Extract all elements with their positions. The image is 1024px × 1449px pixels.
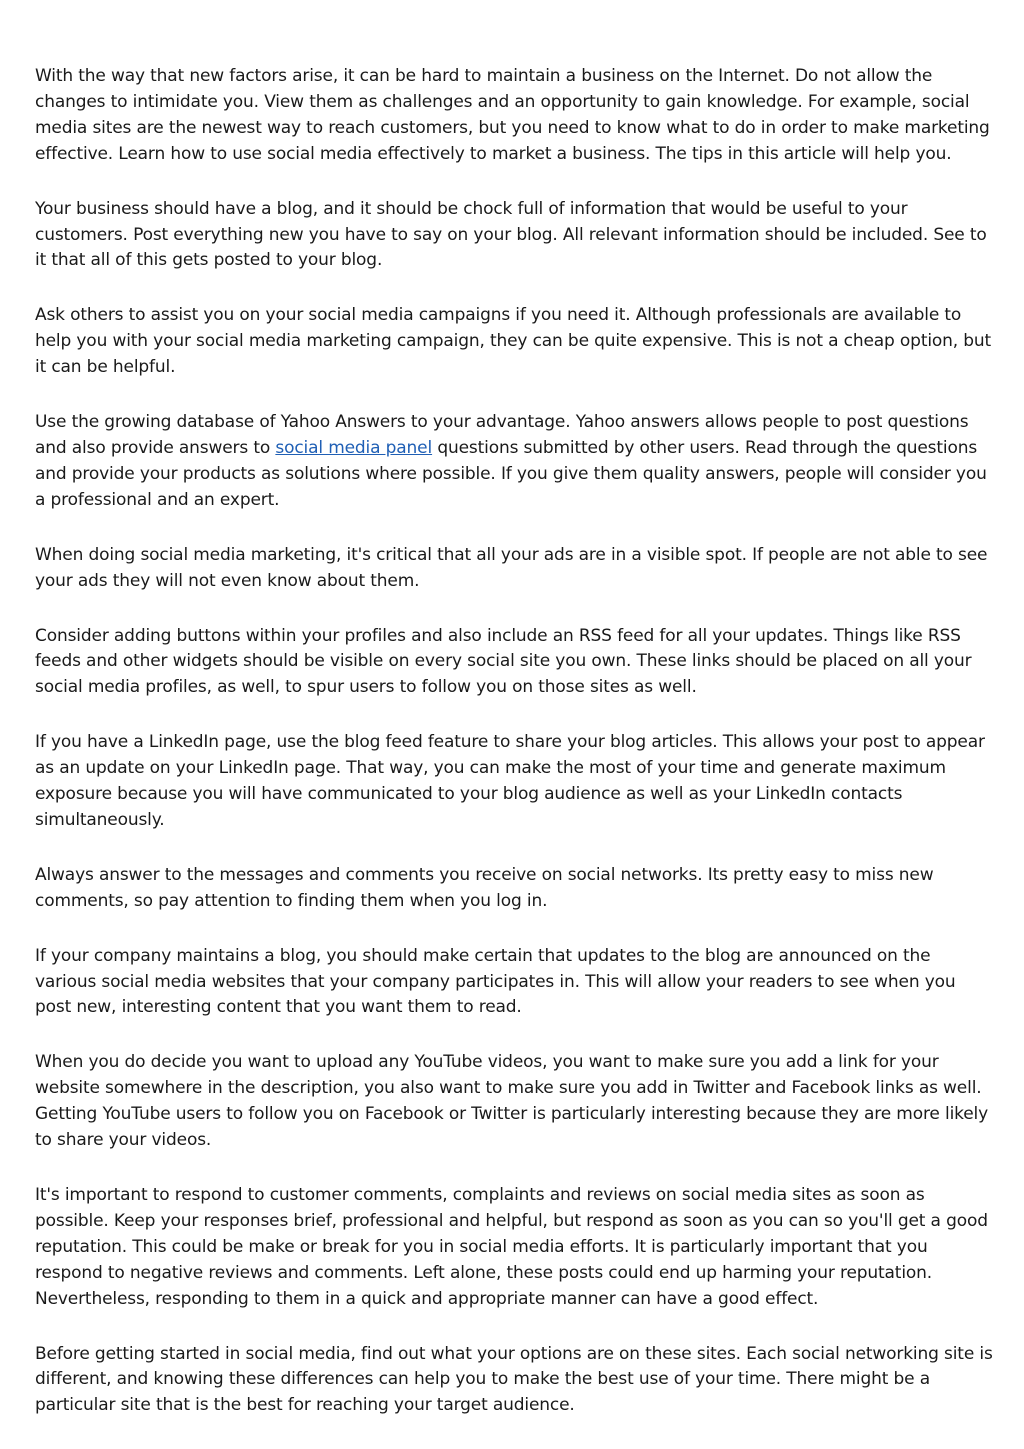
paragraph-assist: Ask others to assist you on your social media campaigns if you need it. Although professionals are available to help you with your social media marketing campaign, they can be quite expensive. This is not a cheap option, but it can be helpful. <box>35 305 992 378</box>
paragraph-blog: Your business should have a blog, and it should be chock full of information that would be useful to your customers. Post everything new you have to say on your blog. All relevant information should be included. See to it that all of this gets posted to your blog. <box>35 198 987 271</box>
paragraph-answer-messages: Always answer to the messages and comments you receive on social networks. Its pretty easy to miss new comments, so pay attention to finding them when you log in. <box>35 864 934 911</box>
social-media-panel-link[interactable]: social media panel <box>275 437 433 458</box>
paragraph-intro: With the way that new factors arise, it can be hard to maintain a business on the Internet. Do not allow the changes to intimidate you. View them as challenges and an opportunity to gain knowledge. For example, social media sites are the newest way to reach customers, but you need to know what to do in order to make marketing effective. Learn how to use social media effectively to market a business. The tips in this article will help you. <box>35 66 990 164</box>
article-body <box>35 64 993 1448</box>
paragraph-rss-buttons: Consider adding buttons within your profiles and also include an RSS feed for all your updates. Things like RSS feeds and other widgets should be visible on every social site you own. These links should be placed on all your social media profiles, as well, to spur users to follow you on those sites as well. <box>35 625 972 698</box>
paragraph-yahoo-text-after: questions submitted by other users. Read through the questions and provide your products as solutions where possible. If you give them quality answers, people will consider you a professional and an expert. <box>35 437 987 510</box>
paragraph-blog-updates: If your company maintains a blog, you should make certain that updates to the blog are announced on the various social media websites that your company participates in. This will allow your readers to see when you post new, interesting content that you want them to read. <box>35 945 956 1018</box>
paragraph-respond-comments: It's important to respond to customer comments, complaints and reviews on social media sites as soon as possible. Keep your responses brief, professional and helpful, but respond as soon as you can so you'll get a good reputation. This could be make or break for you in social media efforts. It is particularly important that you respond to negative reviews and comments. Left alone, these posts could end up harming your reputation. Nevertheless, responding to them in a quick and appropriate manner can have a good effect. <box>35 1185 988 1309</box>
paragraph-yahoo-answers <box>35 410 993 514</box>
paragraph-youtube: When you do decide you want to upload any YouTube videos, you want to make sure you add a link for your website somewhere in the description, you also want to make sure you add in Twitter and Facebook links as well. Getting YouTube users to follow you on Facebook or Twitter is particularly interesting because they are more likely to share your videos. <box>35 1052 989 1151</box>
paragraph-options: Before getting started in social media, find out what your options are on these sites. Each social networking site is different, and knowing these differences can help you to make the best use of your time. There might be a particular site that is the best for reaching your target audience. <box>35 1343 993 1416</box>
paragraph-yahoo-text-before: Use the growing database of Yahoo Answers to your advantage. Yahoo answers allows people to post questions and also provide answers to <box>35 412 969 458</box>
paragraph-visible-ads: When doing social media marketing, it's critical that all your ads are in a visible spot. If people are not able to see your ads they will not even know about them. <box>35 544 988 591</box>
paragraph-linkedin: If you have a LinkedIn page, use the blog feed feature to share your blog articles. This allows your post to appear as an update on your LinkedIn page. That way, you can make the most of your time and generate maximum exposure because you will have communicated to your blog audience as well as your LinkedIn contacts simultaneously. <box>35 732 985 830</box>
